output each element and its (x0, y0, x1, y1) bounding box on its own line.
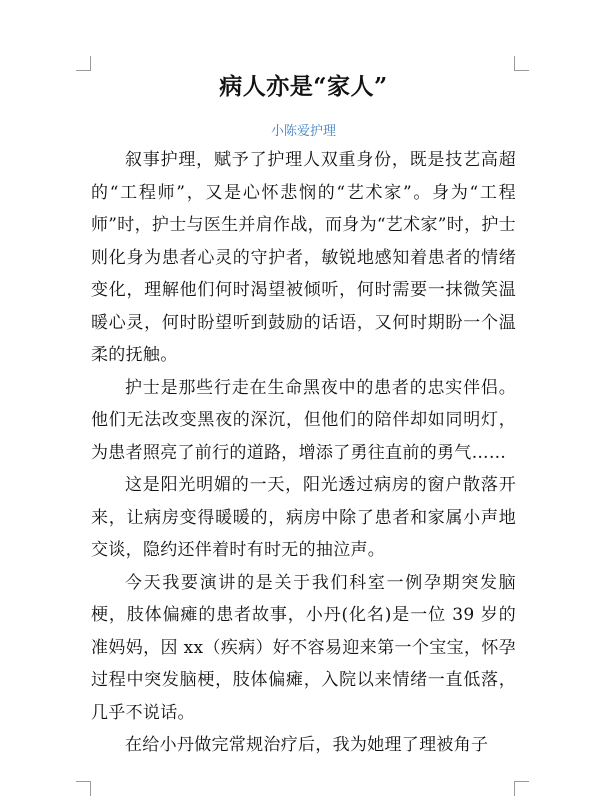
crop-mark-top-right (514, 56, 529, 71)
crop-mark-bottom-right (514, 781, 529, 796)
document-author: 小陈爱护理 (270, 124, 336, 139)
crop-mark-top-left (76, 56, 91, 71)
paragraph-2: 护士是那些行走在生命黑夜中的患者的忠实伴侣。他们无法改变黑夜的深沉，但他们的陪伴却如同明灯，为患者照亮了前行的道路，增添了勇往直前的勇气…… (91, 377, 516, 463)
document-body (91, 70, 516, 762)
paragraph-4: 今天我要演讲的是关于我们科室一例孕期突发脑梗，肢体偏瘫的患者故事，小丹(化名)是一位 39 岁的准妈妈，因 xx（疾病）好不容易迎来第一个宝宝，怀孕过程中突发脑梗，肢体偏瘫，入院以来情绪一直低落，几乎不说话。 (91, 572, 516, 723)
paragraph-3: 这是阳光明媚的一天，阳光透过病房的窗户散落开来，让病房变得暖暖的，病房中除了患者和家属小声地交谈，隐约还伴着时有时无的抽泣声。 (91, 475, 516, 560)
paragraph-1: 叙事护理，赋予了护理人双重身份，既是技艺高超的“工程师”，又是心怀悲悯的“艺术家”。身为“工程师”时，护士与医生并肩作战，而身为“艺术家”时，护士则化身为患者心灵的守护者，敏锐地感知着患者的情绪变化，理解他们何时渴望被倾听，何时需要一抹微笑温暖心灵，何时盼望听到鼓励的话语，又何时期盼一个温柔的抚触。 (91, 150, 516, 365)
crop-mark-bottom-left (76, 781, 91, 796)
paragraph-5: 在给小丹做完常规治疗后，我为她理了理被角子 (125, 735, 489, 755)
document-title: 病人亦是“家人” (219, 73, 388, 100)
